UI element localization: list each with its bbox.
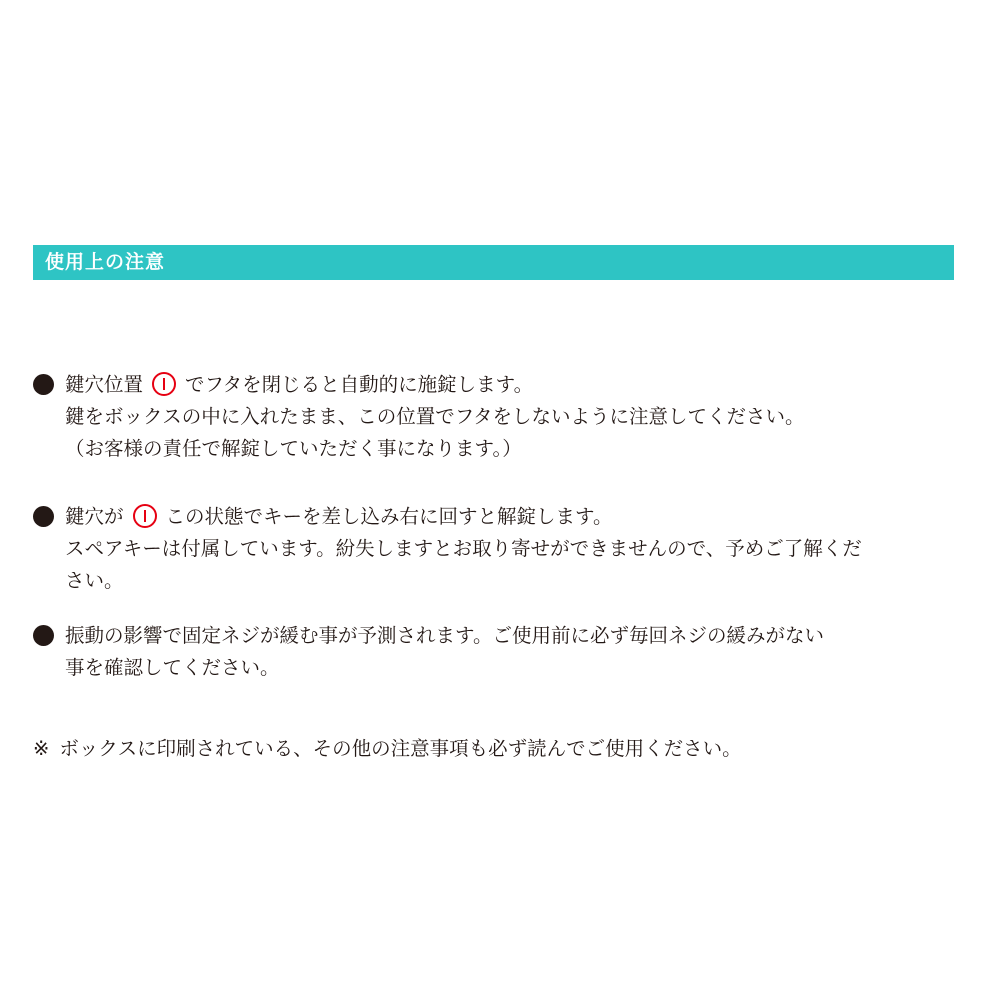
footnote bbox=[33, 733, 742, 765]
notice-line: （お客様の責任で解錠していただく事になります。） bbox=[65, 437, 522, 460]
notice-line: 振動の影響で固定ネジが緩む事が予測されます。ご使用前に必ず毎回ネジの緩みがない bbox=[65, 624, 824, 647]
notice-line-text: この状態でキーを差し込み右に回すと解錠します。 bbox=[165, 505, 613, 528]
notice-line bbox=[65, 369, 965, 401]
notice-line bbox=[65, 501, 965, 533]
notice-text bbox=[65, 620, 965, 684]
bullet-icon bbox=[33, 374, 54, 395]
notice-line-text: でフタを閉じると自動的に施錠します。 bbox=[185, 373, 534, 396]
reference-mark-icon: ※ bbox=[33, 737, 50, 760]
notice-line: さい。 bbox=[65, 569, 124, 592]
notice-text bbox=[65, 501, 965, 597]
notice-line-text: 鍵穴位置 bbox=[65, 373, 144, 396]
notice-text bbox=[65, 369, 965, 465]
notice-line-text: 鍵穴が bbox=[65, 505, 124, 528]
key-vertical-position-icon bbox=[133, 504, 157, 528]
notice-line: 鍵をボックスの中に入れたまま、この位置でフタをしないように注意してください。 bbox=[65, 405, 805, 428]
key-vertical-position-icon bbox=[152, 372, 176, 396]
section-title: 使用上の注意 bbox=[45, 251, 166, 273]
footnote-text: ボックスに印刷されている、その他の注意事項も必ず読んでご使用ください。 bbox=[59, 737, 742, 760]
bullet-icon bbox=[33, 506, 54, 527]
notice-line: スペアキーは付属しています。紛失しますとお取り寄せができませんので、予めご了解くだ bbox=[65, 537, 862, 560]
bullet-icon bbox=[33, 625, 54, 646]
notice-line: 事を確認してください。 bbox=[65, 656, 280, 679]
section-header-bar bbox=[33, 245, 954, 280]
